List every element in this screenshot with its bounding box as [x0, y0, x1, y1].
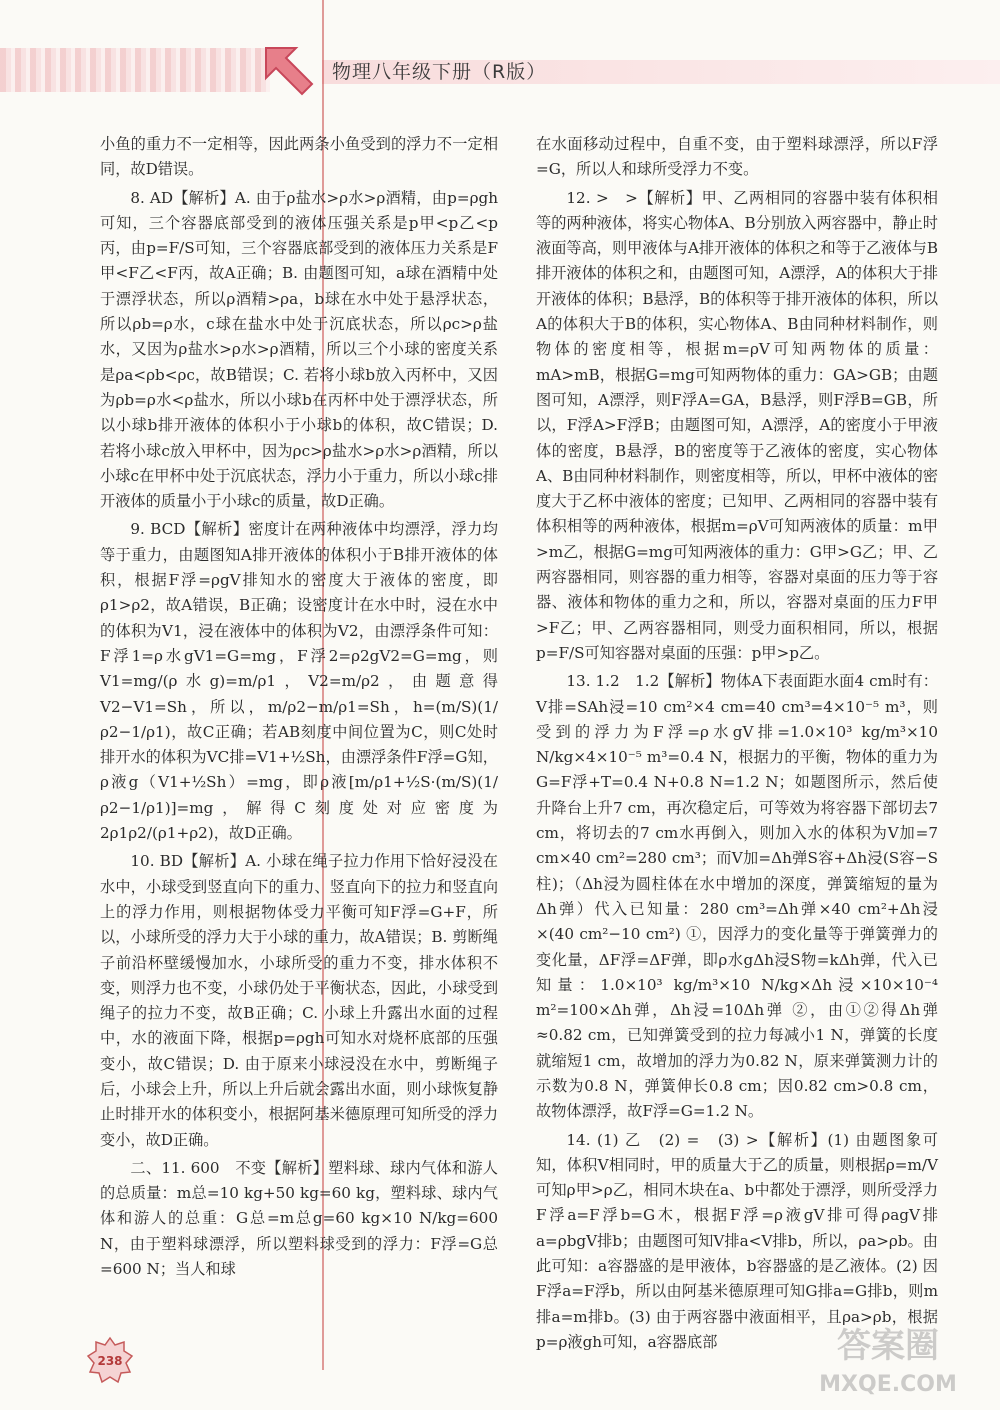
- answer-paragraph: 9. BCD【解析】密度计在两种液体中均漂浮，浮力均等于重力，由题图知A排开液体的体积小于B排开液体的体积，根据F浮=ρgV排知水的密度大于液体的密度，即ρ1>ρ2，故A错误，B正确；设密度计在水中时，浸在水中的体积为V1，浸在液体中的体积为V2，由漂浮条件可知：F浮1=ρ水gV1=G=mg，F浮2=ρ2gV2=G=mg，则V1=mg/(ρ水g)=m/ρ1，V2=m/ρ2，由题意得V2−V1=Sh，所以，m/ρ2−m/ρ1=Sh，h=(m/S)(1/ρ2−1/ρ1)，故C正确；若AB刻度中间位置为C，则C处时排开水的体积为VC排=V1+½Sh，由漂浮条件F浮=G知，ρ液g（V1+½Sh）=mg，即ρ液[m/ρ1+½S·(m/S)(1/ρ2−1/ρ1)]=mg，解得C刻度处对应密度为2ρ1ρ2/(ρ1+ρ2)，故D正确。: [100, 520, 498, 843]
- header-decoration: [0, 48, 270, 92]
- answer-paragraph: 14. (1) 乙 (2) = (3) >【解析】(1) 由题图象可知，体积V相同时，甲的质量大于乙的质量，则根据ρ=m/V可知ρ甲>ρ乙，相同木块在a、b中都处于漂浮，则所受浮力F浮a=F浮b=G木，根据F浮=ρ液gV排可得ρagV排a=ρbgV排b；由题图可知V排a<V排b，所以，ρa>ρb。由此可知：a容器盛的是甲液体，b容器盛的是乙液体。(2) 因F浮a=F浮b，所以由阿基米德原理可知G排a=G排b，则m排a=m排b。(3) 由于两容器中液面相平，且ρa>ρb，根据p=ρ液gh可知，a容器底部: [536, 1130, 938, 1351]
- page-number-badge: [86, 1336, 134, 1384]
- answer-paragraph: 8. AD【解析】A. 由于ρ盐水>ρ水>ρ酒精，由p=ρgh可知，三个容器底部受到的液体压强关系是p甲<p乙<p丙，由p=F/S可知，三个容器底部受到的液体压力关系是F甲<F乙<F丙，故A正确；B. 由题图可知，a球在酒精中处于漂浮状态，所以ρ酒精>ρa，b球在水中处于悬浮状态，所以ρb=ρ水，c球在盐水中处于沉底状态，所以ρc>ρ盐水，又因为ρ盐水>ρ水>ρ酒精，所以三个小球的密度关系是ρa<ρb<ρc，故B错误；C. 若将小球b放入丙杯中，又因为ρb=ρ水<ρ盐水，所以小球b在丙杯中处于漂浮状态，所以小球b排开液体的体积小于小球b的体积，故C错误；D. 若将小球c放入甲杯中，因为ρc>ρ盐水>ρ水>ρ酒精，所以小球c在甲杯中处于沉底状态，浮力小于重力，所以小球c排开液体的质量小于小球c的质量，故D正确。: [100, 188, 498, 511]
- answer-paragraph: 13. 1.2 1.2【解析】物体A下表面距水面4 cm时有：V排=SAh浸=10 cm²×4 cm=40 cm³=4×10⁻⁵ m³，则受到的浮力为F浮=ρ水gV排=1.0×10³ kg/m³×10 N/kg×4×10⁻⁵ m³=0.4 N，根据力的平衡，物体的重力为G=F浮+T=0.4 N+0.8 N=1.2 N；如题图所示，然后使升降台上升7 cm，再次稳定后，可等效为将容器下部切去7 cm，将切去的7 cm水再倒入，则加入水的体积为V加=7 cm×40 cm²=280 cm³；而V加=Δh弹S容+Δh浸(S容−S柱)；（Δh浸为圆柱体在水中增加的深度，弹簧缩短的量为Δh弹）代入已知量：280 cm³=Δh弹×40 cm²+Δh浸×(40 cm²−10 cm²) ①，因浮力的变化量等于弹簧弹力的变化量，ΔF浮=ΔF弹，即ρ水gΔh浸S物=kΔh弹，代入已知量：1.0×10³ kg/m³×10 N/kg×Δh浸×10×10⁻⁴ m²=100×Δh弹，Δh浸=10Δh弹 ②，由①②得Δh弹≈0.82 cm，已知弹簧受到的拉力每减小1 N，弹簧的长度就缩短1 cm，故增加的浮力为0.82 N，原来弹簧测力计的示数为0.8 N，弹簧伸长0.8 cm；因0.82 cm>0.8 cm，故物体漂浮，故F浮=G=1.2 N。: [536, 672, 938, 1121]
- watermark-main: 答案圈: [837, 1326, 939, 1366]
- answer-paragraph: 在水面移动过程中，自重不变，由于塑料球漂浮，所以F浮=G，所以人和球所受浮力不变。: [536, 135, 938, 179]
- arrow-icon: [262, 42, 320, 100]
- answer-paragraph: 小鱼的重力不一定相等，因此两条小鱼受到的浮力不一定相同，故D错误。: [100, 135, 498, 179]
- watermark: [800, 1315, 975, 1400]
- header-banner: [0, 40, 1000, 100]
- watermark-url: MXQE.COM: [819, 1372, 957, 1397]
- page-title: 物理八年级下册（R版）: [332, 61, 547, 83]
- answer-paragraph: 10. BD【解析】A. 小球在绳子拉力作用下恰好浸没在水中，小球受到竖直向下的重力、竖直向下的拉力和竖直向上的浮力作用，则根据物体受力平衡可知F浮=G+F，所以，小球所受的浮力大于小球的重力，故A错误；B. 剪断绳子前沿杯壁缓慢加水，小球所受的重力不变，排水体积不变，则浮力也不变，小球仍处于平衡状态，因此，小球受到绳子的拉力不变，故B正确；C. 小球上升露出水面的过程中，水的液面下降，根据p=ρgh可知水对烧杯底部的压强变小，故C错误；D. 由于原来小球浸没在水中，剪断绳子后，小球会上升，所以上升后就会露出水面，则小球恢复静止时排开水的体积变小，根据阿基米德原理可知所受的浮力变小，故D正确。: [100, 852, 498, 1149]
- right-column: [536, 132, 938, 1355]
- answer-paragraph: 二、11. 600 不变【解析】塑料球、球内气体和游人的总质量：m总=10 kg+50 kg=60 kg，塑料球、球内气体和游人的总重：G总=m总g=60 kg×10 N/kg=600 N，由于塑料球漂浮，所以塑料球受到的浮力：F浮=G总=600 N；当人和球: [100, 1158, 498, 1279]
- answer-paragraph: 12. > >【解析】甲、乙两相同的容器中装有体积相等的两种液体，将实心物体A、B分别放入两容器中，静止时液面等高，则甲液体与A排开液体的体积之和等于乙液体与B排开液体的体积之和，由题图可知，A漂浮，A的体积大于排开液体的体积；B悬浮，B的体积等于排开液体的体积，所以A的体积大于B的体积，实心物体A、B由同种材料制作，则物体的密度相等，根据m=ρV可知两物体的质量：mA>mB，根据G=mg可知两物体的重力：GA>GB；由题图可知，A漂浮，则F浮A=GA，B悬浮，则F浮B=GB，所以，F浮A>F浮B；由题图可知，A漂浮，A的密度小于甲液体的密度，B悬浮，B的密度等于乙液体的密度，实心物体A、B由同种材料制作，则密度相等，所以，甲杯中液体的密度大于乙杯中液体的密度；已知甲、乙两相同的容器中装有体积相等的两种液体，根据m=ρV可知两液体的质量：m甲>m乙，根据G=mg可知两液体的重力：G甲>G乙；甲、乙两容器相同，则容器的重力相等，容器对桌面的压力等于容器、液体和物体的重力之和，所以，容器对桌面的压力F甲>F乙；甲、乙两容器相同，则受力面积相同，所以，根据p=F/S可知容器对桌面的压强：p甲>p乙。: [536, 188, 939, 662]
- left-column: [100, 132, 498, 1282]
- page-number: 238: [97, 1354, 123, 1368]
